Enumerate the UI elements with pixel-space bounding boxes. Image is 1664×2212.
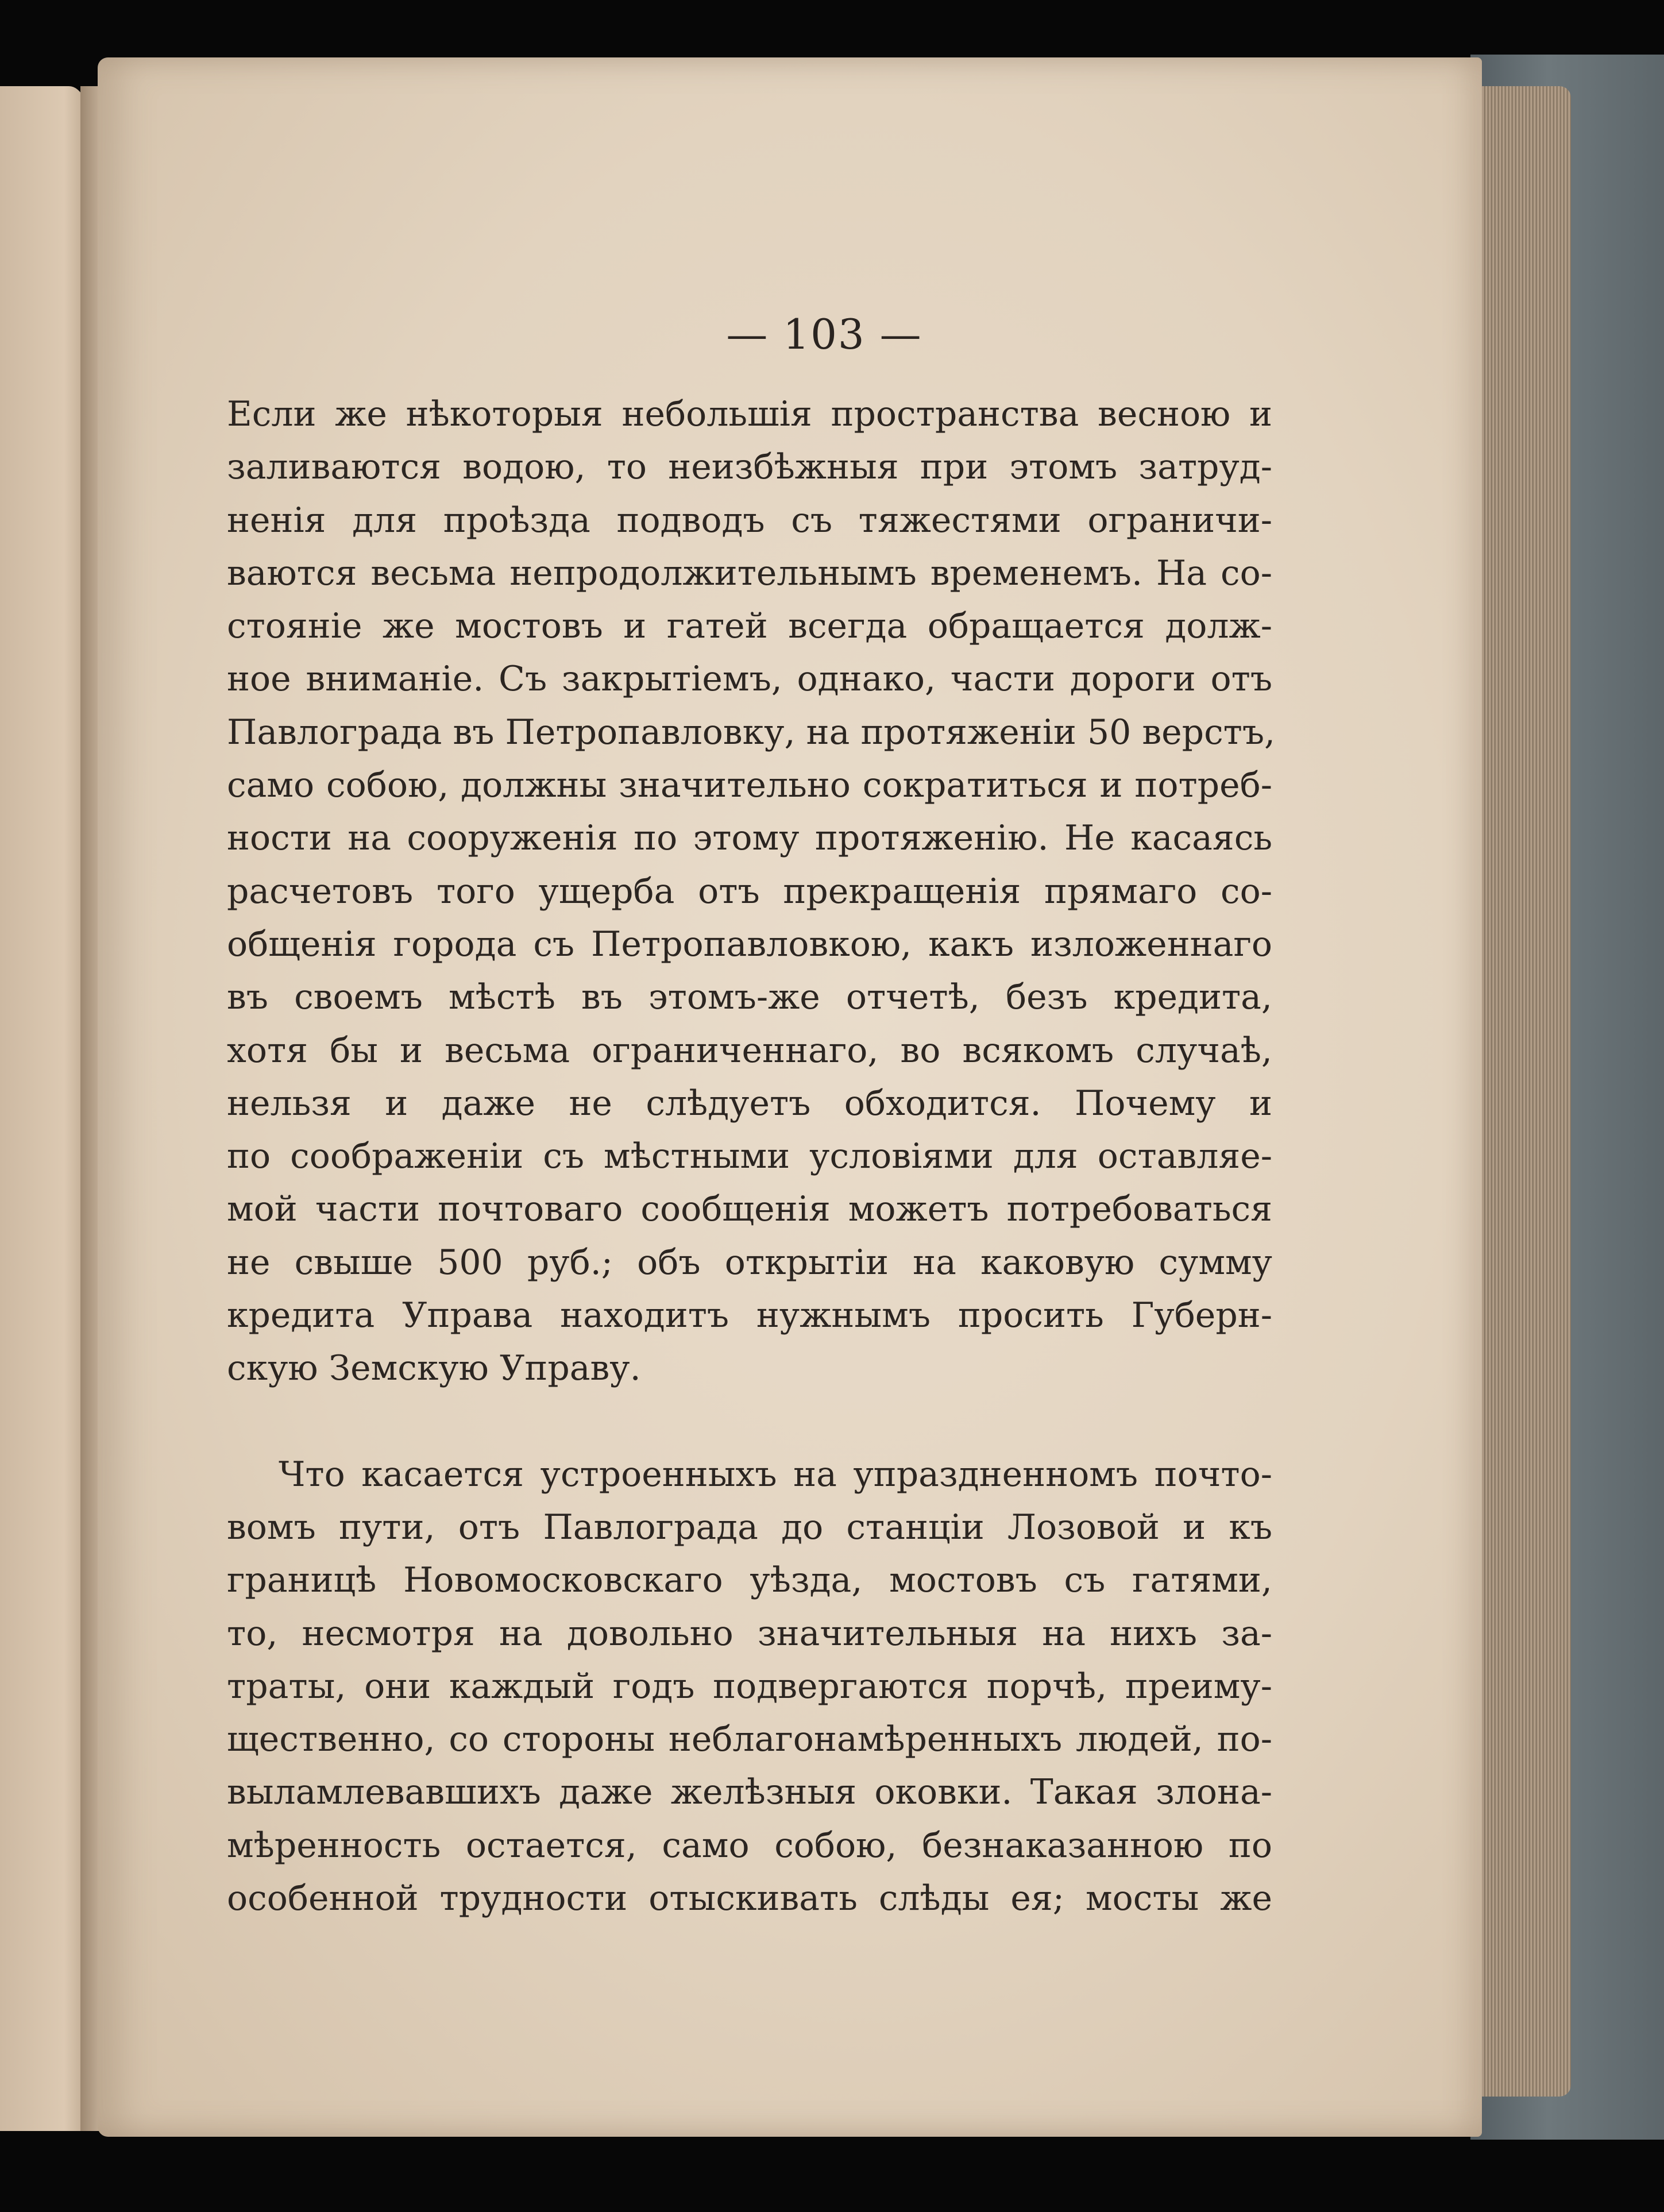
page-number: — 103 — [726,310,922,358]
text-line: заливаются водою, то неизбѣжныя при этомъ затруд- [227,447,1272,488]
text-line: общенія города съ Петропавловкою, какъ изложеннаго [227,924,1272,964]
text-line: ности на сооруженія по этому протяженію. Не касаясь [227,818,1272,859]
page-block-edges [1468,86,1571,2097]
text-line: хотя бы и весьма ограниченнаго, во всякомъ случаѣ, [227,1030,1272,1071]
text-line: траты, они каждый годъ подвергаются порчѣ, преиму- [227,1666,1272,1707]
text-line: мѣренность остается, само собою, безнаказанною по [227,1825,1272,1866]
text-line: по соображеніи съ мѣстными условіями для оставляе- [227,1136,1272,1177]
text-line: стояніе же мостовъ и гатей всегда обращается долж- [227,606,1272,647]
text-line: границѣ Новомосковскаго уѣзда, мостовъ съ гатями, [227,1560,1272,1601]
left-facing-page [0,86,92,2131]
text-line: Павлограда въ Петропавловку, на протяженіи 50 верстъ, [227,712,1276,752]
text-line: ное вниманіе. Съ закрытіемъ, однако, части дороги отъ [227,659,1272,700]
text-line: вомъ пути, отъ Павлограда до станціи Лозовой и къ [227,1507,1272,1547]
text-line: въ своемъ мѣстѣ въ этомъ-же отчетѣ, безъ кредита, [227,977,1272,1018]
text-line: щественно, со стороны неблагонамѣренныхъ людей, по- [227,1719,1272,1760]
text-line: скую Земскую Управу. [227,1348,641,1389]
text-line: расчетовъ того ущерба отъ прекращенія прямаго со- [227,871,1272,912]
text-line: нельзя и даже не слѣдуетъ обходится. Почему и [227,1083,1272,1124]
paragraph-2 [227,1448,1272,1925]
paragraph-spacer [227,1395,1272,1448]
body-text [227,388,1276,1925]
text-line: ненія для проѣзда подводъ съ тяжестями ограничи- [227,500,1272,541]
text-line: то, несмотря на довольно значительныя на нихъ за- [227,1613,1272,1654]
text-line: кредита Управа находитъ нужнымъ просить Губерн- [227,1295,1272,1336]
paragraph-1 [227,388,1276,1395]
book-page [98,57,1482,2137]
text-line: Что касается устроенныхъ на упраздненномъ почто- [279,1454,1272,1495]
text-line: мой части почтоваго сообщенія можетъ потребоваться [227,1189,1272,1230]
text-line: выламлевавшихъ даже желѣзныя оковки. Такая злона- [227,1772,1272,1813]
text-line: Если же нѣкоторыя небольшія пространства весною и [227,394,1272,434]
text-line: само собою, должны значительно сократиться и потреб- [227,765,1272,806]
text-line: не свыше 500 руб.; объ открытіи на каковую сумму [227,1242,1272,1283]
text-line: особенной трудности отыскивать слѣды ея; мосты же [227,1878,1272,1919]
text-line: ваются весьма непродолжительнымъ временемъ. На со- [227,553,1272,593]
